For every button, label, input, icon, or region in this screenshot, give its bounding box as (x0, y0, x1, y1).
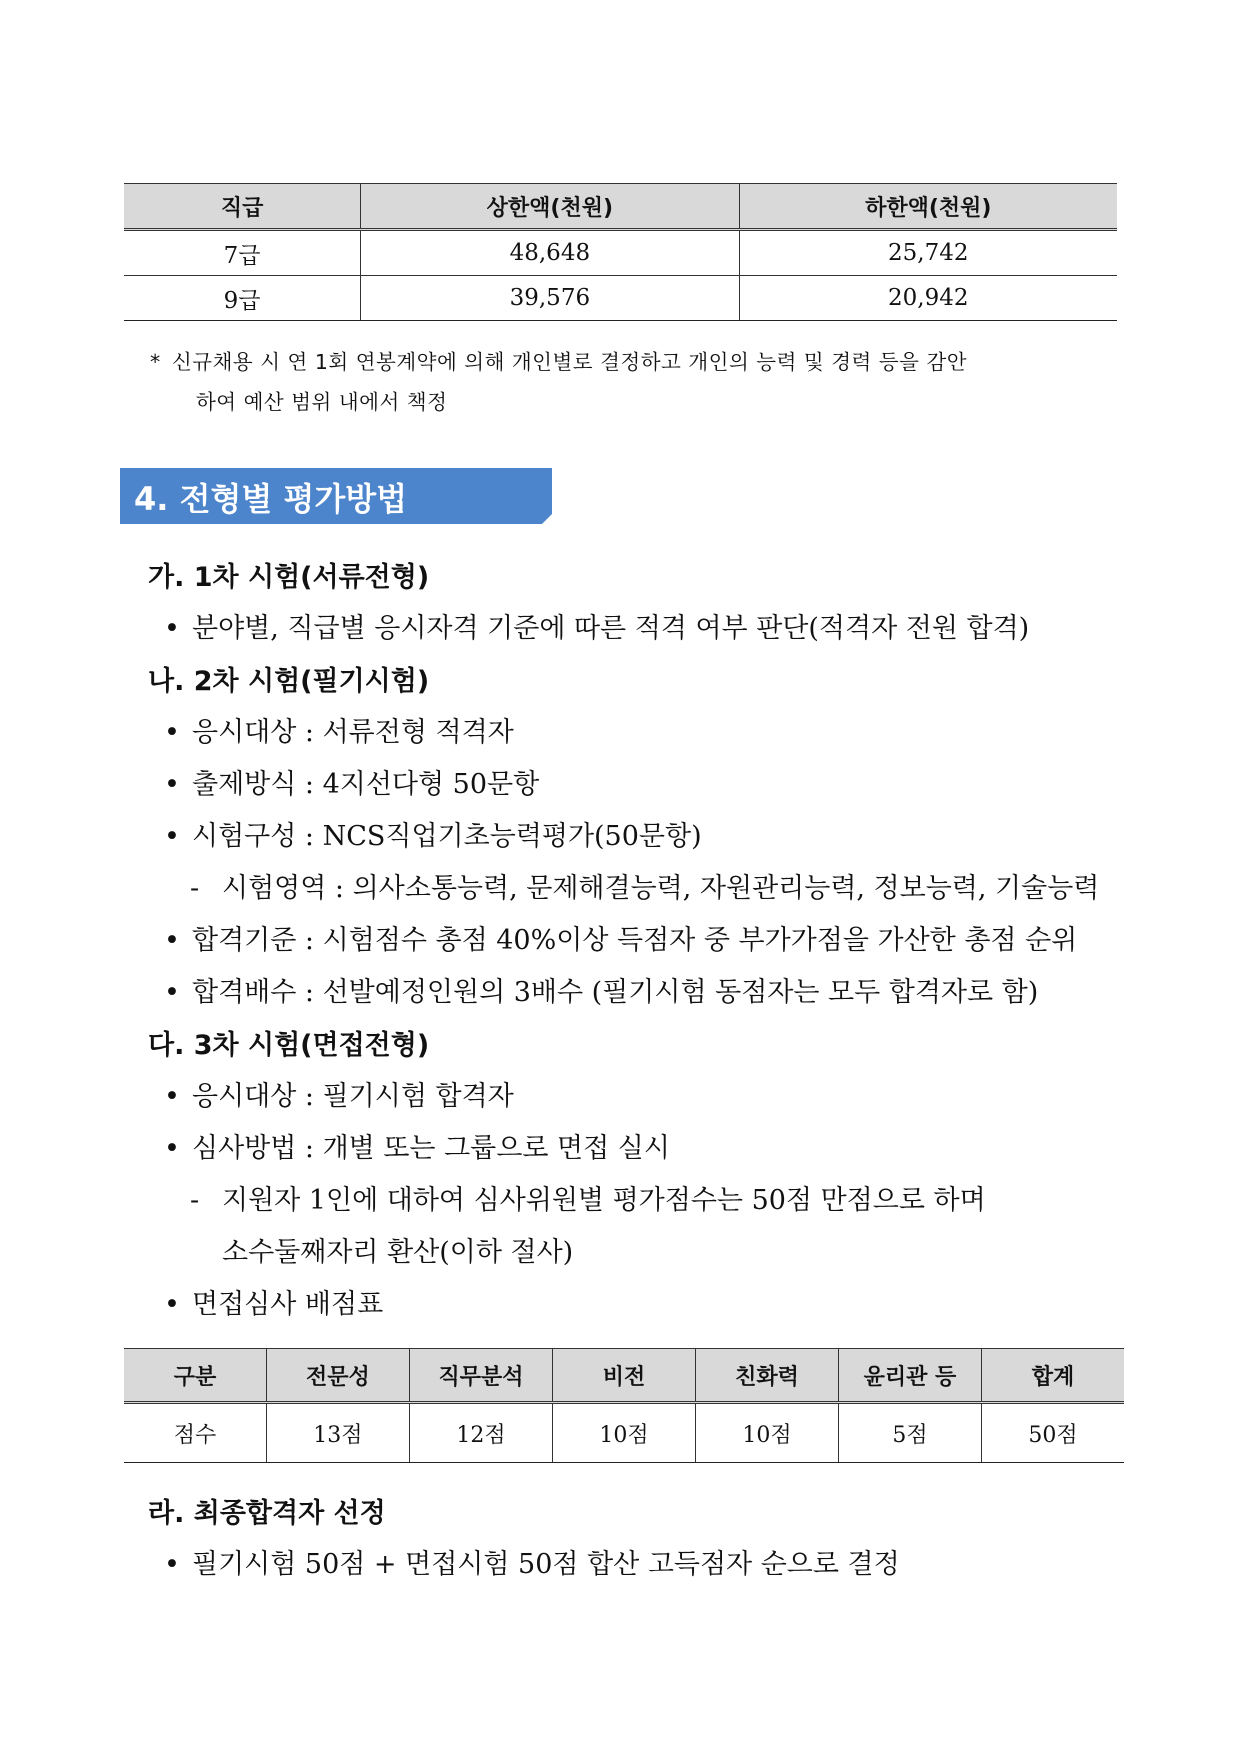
bullet-item (164, 1282, 383, 1321)
dash-continuation: 소수둘째자리 환산(이하 절사) (222, 1237, 574, 1268)
col-header-grade: 직급 (124, 184, 361, 230)
table-row (124, 1403, 1124, 1463)
table-row (124, 276, 1117, 321)
dash-item (190, 866, 1099, 905)
bullet-text: 응시대상 : 서류전형 적격자 (192, 717, 514, 748)
table-cell: 9급 (124, 276, 361, 321)
table-cell: 39,576 (361, 276, 739, 321)
table-cell: 20,942 (739, 276, 1117, 321)
table-cell: 10점 (696, 1403, 839, 1463)
table-cell: 13점 (266, 1403, 409, 1463)
subsection-title: 라. 최종합격자 선정 (148, 1498, 386, 1529)
bullet-item (164, 970, 1038, 1009)
col-header: 직무분석 (409, 1349, 552, 1403)
bullet-icon: • (164, 1133, 180, 1164)
dash-icon: - (190, 873, 200, 904)
note-marker: * (150, 350, 161, 374)
bullet-item (164, 918, 1077, 957)
interview-score-table (124, 1348, 1124, 1463)
table-cell: 5점 (839, 1403, 982, 1463)
col-header: 친화력 (696, 1349, 839, 1403)
col-header-lower: 하한액(천원) (739, 184, 1117, 230)
dash-text: 지원자 1인에 대하여 심사위원별 평가점수는 50점 만점으로 하며 (222, 1185, 986, 1216)
bullet-item (164, 1126, 670, 1165)
col-header: 합계 (981, 1349, 1124, 1403)
bullet-icon: • (164, 977, 180, 1008)
bullet-icon: • (164, 1081, 180, 1112)
salary-table-header (124, 184, 1117, 230)
col-header: 비전 (552, 1349, 695, 1403)
bullet-text: 합격배수 : 선발예정인원의 3배수 (필기시험 동점자는 모두 합격자로 함) (192, 977, 1039, 1008)
table-cell: 12점 (409, 1403, 552, 1463)
bullet-text: 합격기준 : 시험점수 총점 40%이상 득점자 중 부가가점을 가산한 총점 순위 (192, 925, 1078, 956)
bullet-text: 시험구성 : NCS직업기초능력평가(50문항) (192, 821, 702, 852)
note-line-1: 신규채용 시 연 1회 연봉계약에 의해 개인별로 결정하고 개인의 능력 및 경력 등을 감안 (172, 350, 968, 374)
bullet-icon: • (164, 821, 180, 852)
bullet-item (164, 1542, 900, 1581)
bullet-icon: • (164, 717, 180, 748)
subsection-title: 가. 1차 시험(서류전형) (148, 562, 430, 593)
bullet-text: 필기시험 50점 + 면접시험 50점 합산 고득점자 순으로 결정 (192, 1549, 900, 1580)
bullet-text: 출제방식 : 4지선다형 50문항 (192, 769, 540, 800)
table-cell: 25,742 (739, 230, 1117, 276)
bullet-item (164, 606, 1029, 645)
table-cell: 10점 (552, 1403, 695, 1463)
subsection-title: 다. 3차 시험(면접전형) (148, 1030, 430, 1061)
section-title: 4. 전형별 평가방법 (134, 480, 408, 518)
bullet-icon: • (164, 613, 180, 644)
bullet-text: 면접심사 배점표 (192, 1289, 384, 1320)
col-header: 윤리관 등 (839, 1349, 982, 1403)
bullet-text: 심사방법 : 개별 또는 그룹으로 면접 실시 (192, 1133, 670, 1164)
col-header: 구분 (124, 1349, 266, 1403)
bullet-icon: • (164, 1549, 180, 1580)
bullet-text: 응시대상 : 필기시험 합격자 (192, 1081, 514, 1112)
col-header: 전문성 (266, 1349, 409, 1403)
score-table-header (124, 1349, 1124, 1403)
dash-text: 시험영역 : 의사소통능력, 문제해결능력, 자원관리능력, 정보능력, 기술능력 (222, 873, 1100, 904)
bullet-item (164, 1074, 514, 1113)
table-cell: 48,648 (361, 230, 739, 276)
table-cell: 점수 (124, 1403, 266, 1463)
salary-note (150, 342, 1122, 422)
table-cell: 50점 (981, 1403, 1124, 1463)
dash-icon: - (190, 1185, 200, 1216)
section-banner (120, 468, 552, 524)
dash-item (190, 1178, 986, 1217)
bullet-icon: • (164, 769, 180, 800)
bullet-item (164, 762, 539, 801)
salary-table (124, 183, 1117, 321)
table-row (124, 230, 1117, 276)
subsection-title: 나. 2차 시험(필기시험) (148, 666, 430, 697)
note-line-2: 하여 예산 범위 내에서 책정 (196, 390, 448, 414)
table-cell: 7급 (124, 230, 361, 276)
bullet-item (164, 814, 702, 853)
col-header-upper: 상한액(천원) (361, 184, 739, 230)
bullet-icon: • (164, 925, 180, 956)
bullet-text: 분야별, 직급별 응시자격 기준에 따른 적격 여부 판단(적격자 전원 합격) (192, 613, 1030, 644)
bullet-icon: • (164, 1289, 180, 1320)
bullet-item (164, 710, 514, 749)
